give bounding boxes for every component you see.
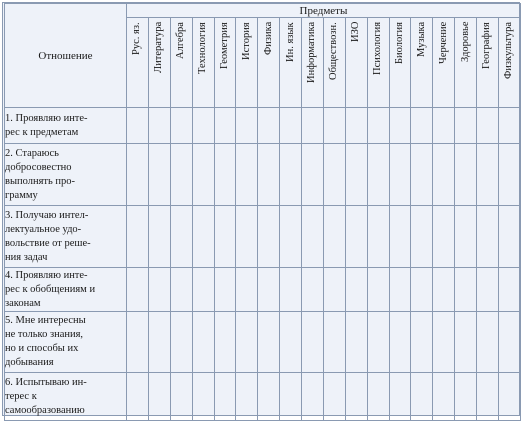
answer-cell [498,206,520,268]
answer-cell [367,373,389,421]
answer-cell [433,373,455,421]
answer-cell [389,373,411,421]
subject-label: Психология [372,22,384,76]
row-label: 5. Мне интересны не только знания, но и способы их добывания [5,312,127,373]
answer-cell [433,108,455,144]
answer-cell [367,268,389,312]
subject-header [389,18,411,108]
answer-cell [192,206,214,268]
answer-cell [148,206,170,268]
subject-label: Геометрия [218,22,230,69]
answer-cell [455,312,477,373]
answer-cell [498,373,520,421]
subject-label: Физика [262,22,274,56]
answer-cell [367,108,389,144]
table-row [5,312,521,373]
answer-cell [258,312,280,373]
answer-cell [477,268,499,312]
subject-header [192,18,214,108]
answer-cell [411,373,433,421]
answer-cell [323,108,345,144]
answer-cell [345,373,367,421]
answer-cell [345,206,367,268]
subject-header [323,18,345,108]
table-row [5,206,521,268]
answer-cell [214,268,236,312]
subject-label: Технология [197,22,209,74]
answer-cell [411,268,433,312]
subject-header [302,18,324,108]
answer-cell [411,108,433,144]
answer-cell [302,144,324,206]
answer-cell [127,373,149,421]
answer-cell [236,373,258,421]
answer-cell [323,268,345,312]
row-label: 2. Стараюсь добросовестно выполнять про- грамму [5,144,127,206]
answer-cell [280,206,302,268]
subject-header [258,18,280,108]
subject-header [477,18,499,108]
answer-cell [170,108,192,144]
answer-cell [389,268,411,312]
answer-cell [258,373,280,421]
subject-label: География [481,22,493,69]
answer-cell [170,144,192,206]
answer-cell [127,206,149,268]
subject-header [280,18,302,108]
subject-label: Рус. яз. [131,22,143,55]
relation-column-header: Отношение [5,4,127,108]
answer-cell [345,108,367,144]
header-row-top [5,4,521,18]
answer-cell [498,144,520,206]
answer-cell [302,312,324,373]
subject-label: История [240,22,252,60]
row-label: 4. Проявляю инте- рес к обобщениям и законам [5,268,127,312]
subject-label: Биология [393,22,405,65]
answer-cell [345,312,367,373]
row-label: 6. Испытываю ин- терес к самообразованию [5,373,127,421]
row-label: 1. Проявляю инте- рес к предметам [5,108,127,144]
answer-cell [148,373,170,421]
answer-cell [148,144,170,206]
answer-cell [389,108,411,144]
subject-label: Литература [153,22,165,74]
answer-cell [236,206,258,268]
answer-cell [192,312,214,373]
answer-cell [280,144,302,206]
answer-cell [127,268,149,312]
answer-cell [477,373,499,421]
subject-header [345,18,367,108]
answer-cell [192,108,214,144]
subject-label: Ин. язык [284,22,296,62]
subject-label: Информатика [306,22,318,84]
answer-cell [192,373,214,421]
answer-cell [498,312,520,373]
answer-cell [258,144,280,206]
subject-header [148,18,170,108]
answer-cell [302,268,324,312]
table-row [5,108,521,144]
answer-cell [389,312,411,373]
answer-cell [236,144,258,206]
answer-cell [455,268,477,312]
answer-cell [170,373,192,421]
answer-cell [302,108,324,144]
answer-cell [258,108,280,144]
answer-cell [170,206,192,268]
answer-cell [236,268,258,312]
answer-cell [323,312,345,373]
answer-cell [433,206,455,268]
answer-cell [170,312,192,373]
answer-cell [389,144,411,206]
answer-cell [280,312,302,373]
answer-cell [214,108,236,144]
answer-cell [214,144,236,206]
table-row [5,373,521,421]
answer-cell [455,108,477,144]
subject-label: Черчение [437,22,449,65]
answer-cell [258,268,280,312]
subject-header [127,18,149,108]
subject-label: Здоровье [459,22,471,63]
answer-cell [455,144,477,206]
subject-header [411,18,433,108]
answer-cell [477,144,499,206]
answer-cell [302,373,324,421]
answer-cell [345,144,367,206]
subject-label: ИЗО [350,22,362,43]
answer-cell [192,268,214,312]
answer-cell [433,144,455,206]
subject-header [433,18,455,108]
answer-cell [477,108,499,144]
subject-label: Алгебра [175,22,187,59]
answer-cell [411,206,433,268]
answer-cell [477,206,499,268]
answer-cell [367,312,389,373]
subject-label: Физкультура [503,22,515,80]
answer-cell [148,312,170,373]
answer-cell [323,206,345,268]
answer-cell [498,268,520,312]
subject-label: Обществозн. [328,22,340,80]
answer-cell [258,206,280,268]
answer-cell [214,373,236,421]
subject-label: Музыка [415,22,427,58]
subject-header [170,18,192,108]
answer-cell [367,144,389,206]
answer-cell [498,108,520,144]
answer-cell [214,312,236,373]
answer-cell [214,206,236,268]
attitude-table [4,3,521,421]
answer-cell [345,268,367,312]
row-label: 3. Получаю интел- лектуальное удо- вольствие от реше- ния задач [5,206,127,268]
answer-cell [367,206,389,268]
answer-cell [148,108,170,144]
subject-header [498,18,520,108]
answer-cell [280,108,302,144]
answer-cell [455,206,477,268]
subjects-group-header: Предметы [127,4,521,18]
answer-cell [455,373,477,421]
answer-cell [323,373,345,421]
answer-cell [127,144,149,206]
answer-cell [433,268,455,312]
table-row [5,144,521,206]
answer-cell [302,206,324,268]
answer-cell [411,312,433,373]
answer-cell [236,108,258,144]
answer-cell [127,108,149,144]
answer-cell [280,268,302,312]
answer-cell [389,206,411,268]
answer-cell [170,268,192,312]
answer-cell [477,312,499,373]
subject-header [455,18,477,108]
answer-cell [411,144,433,206]
answer-cell [280,373,302,421]
answer-cell [236,312,258,373]
answer-cell [127,312,149,373]
subject-header [214,18,236,108]
answer-cell [192,144,214,206]
subject-header [236,18,258,108]
answer-cell [323,144,345,206]
table-body [5,108,521,421]
answer-cell [433,312,455,373]
subject-header [367,18,389,108]
answer-cell [148,268,170,312]
table-row [5,268,521,312]
